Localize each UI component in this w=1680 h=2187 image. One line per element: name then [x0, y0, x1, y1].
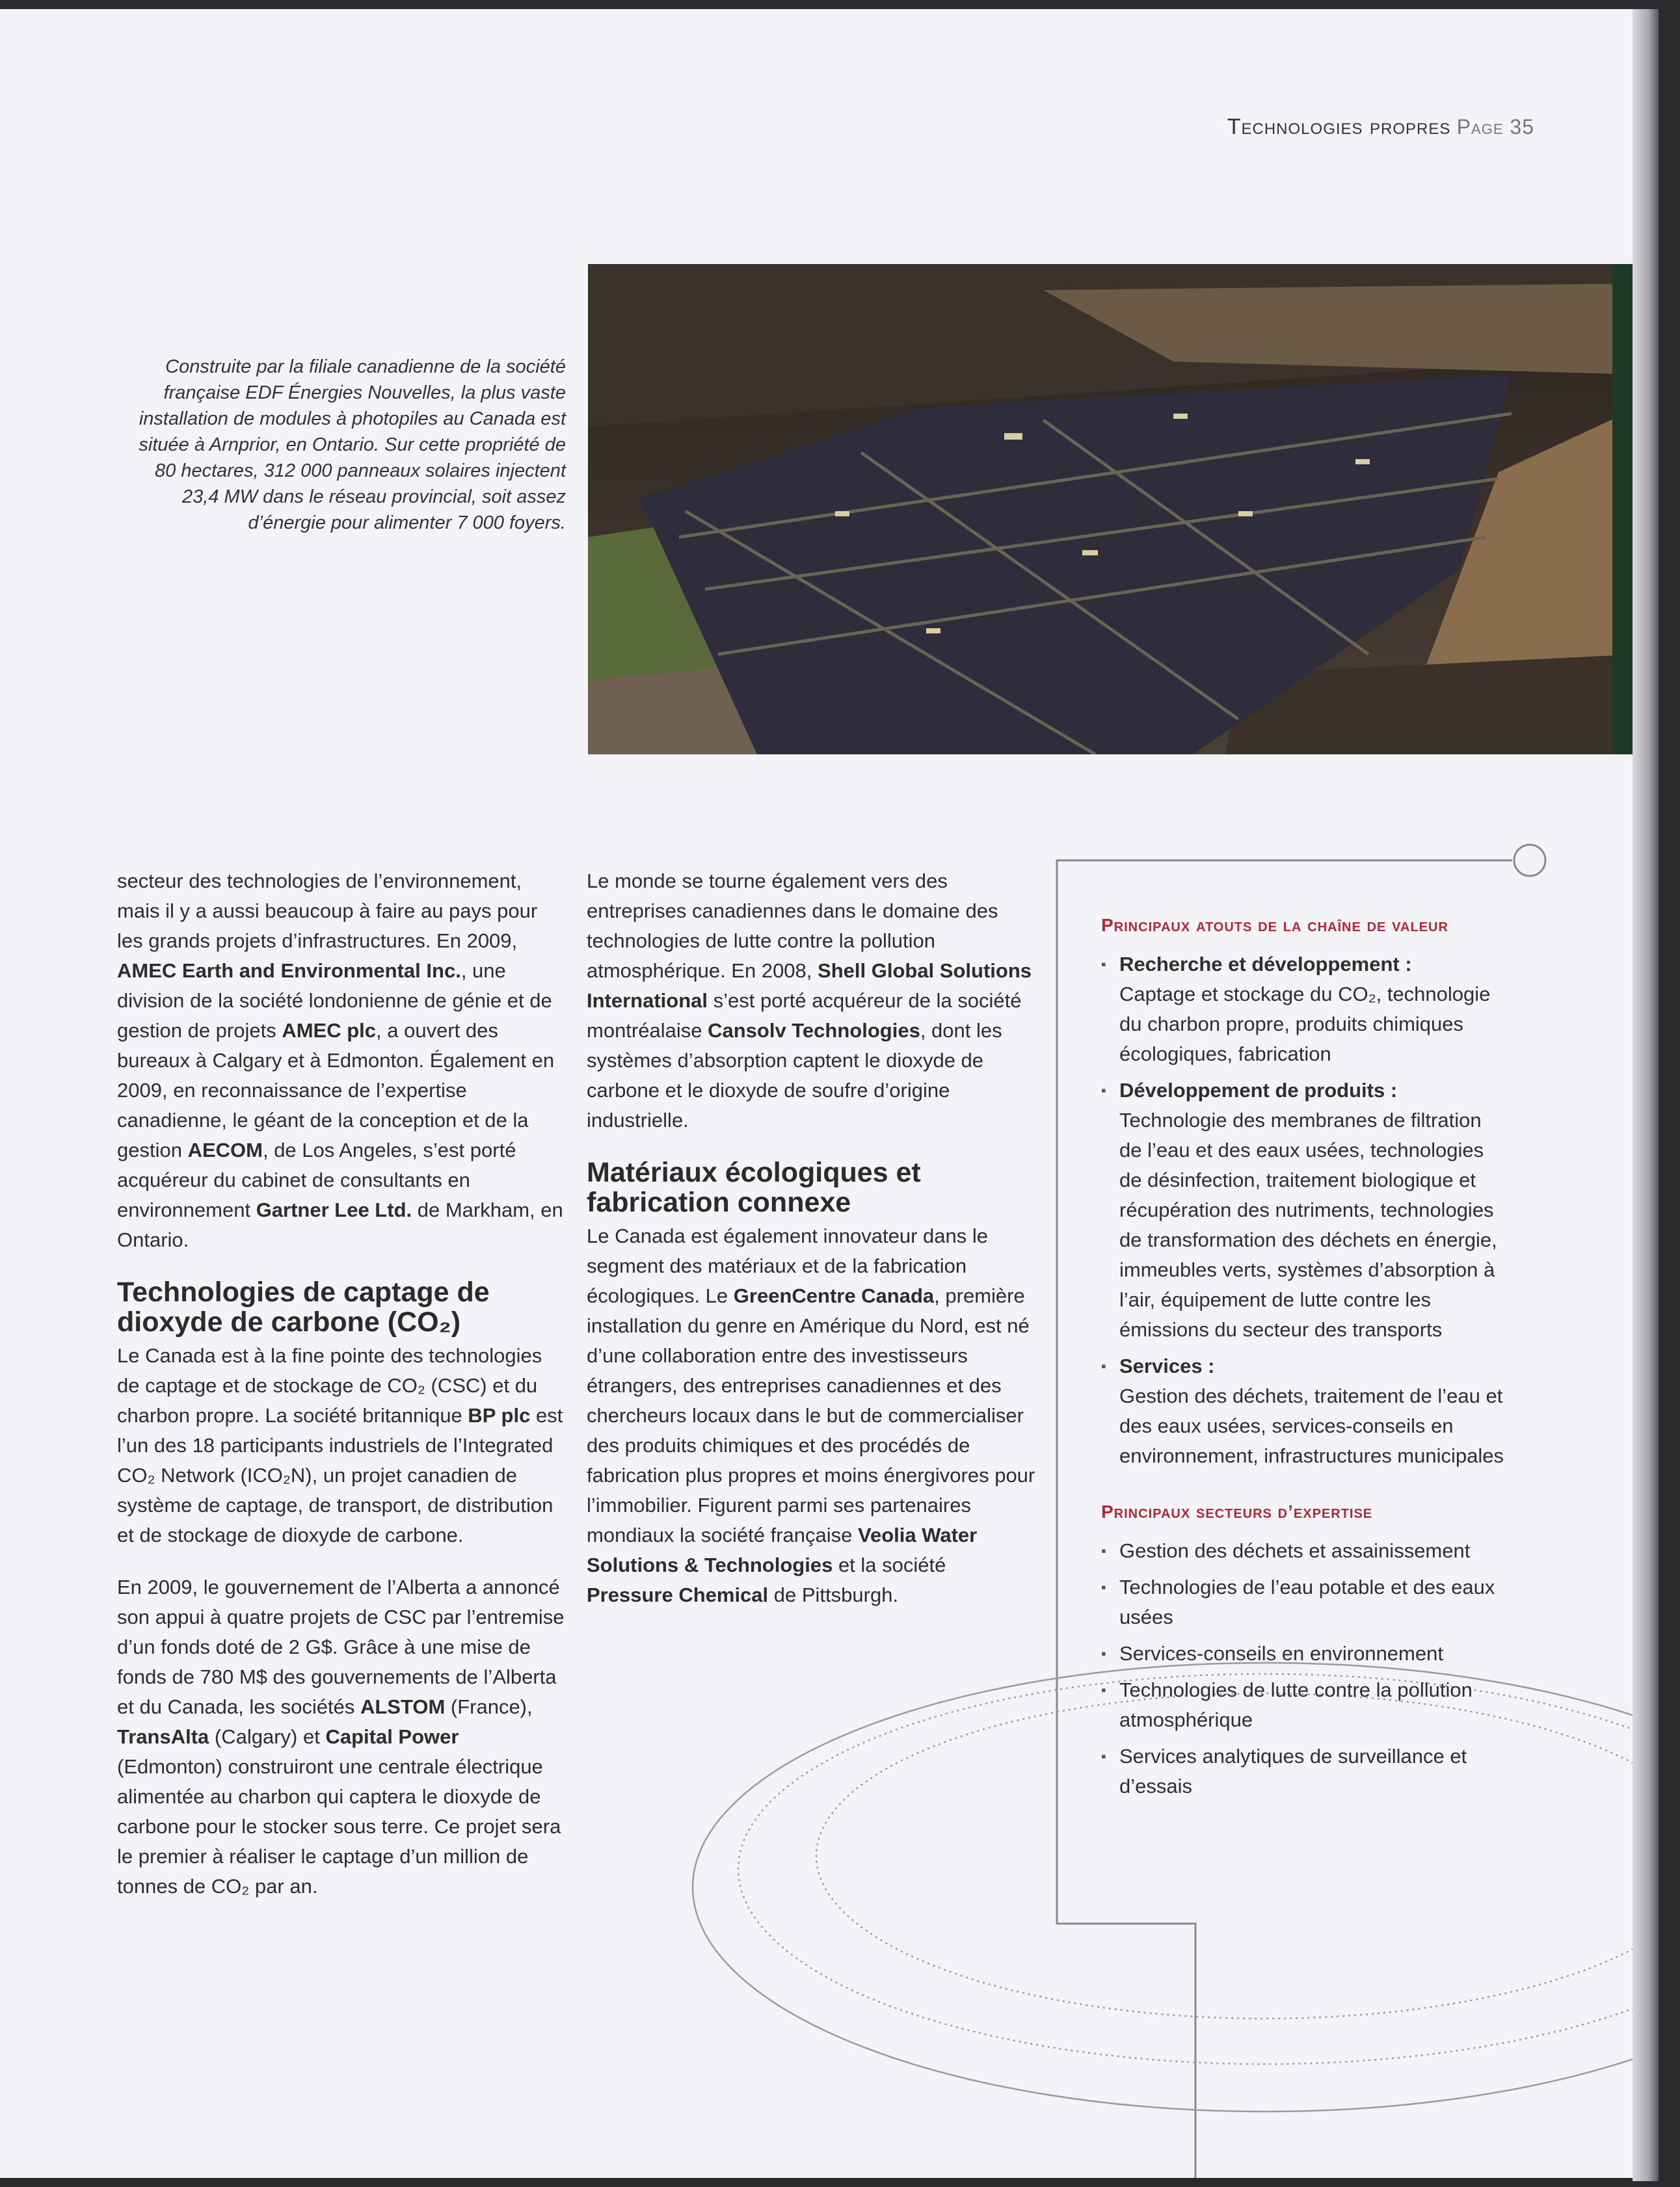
paragraph: Le Canada est à la fine pointe des technologies de captage et de stockage de CO₂ (CSC) et du charbon propre. La société britannique BP plc est l’un des 18 participants industriels de l’Integrated CO₂ Network (ICO₂N), un projet canadien de système de captage, de transport, de distribution et de stockage de dioxyde de carbone.: [117, 1344, 563, 1546]
book-spine-edge: [1633, 9, 1659, 2181]
section-heading: Matériaux écologiques et fabrication connexe: [587, 1157, 921, 1218]
paragraph: Le monde se tourne également vers des entreprises canadiennes dans le domaine des technologies de lutte contre la pollution atmosphérique. En 2008, Shell Global Solutions International s’est porté acquéreur de la société montréalaise Cansolv Technologies, dont les systèmes d’absorption captent le dioxyde de carbone et le dioxyde de soufre d’origine industrielle.: [587, 869, 1032, 1132]
list-item: ▪ Développement de produits : Technologie des membranes de filtration de l’eau et des eaux usées, technologies de désinfection, traitement biologique et récupération des nutriments, technologies de transformation des déchets en énergie, immeubles verts, systèmes d’absorption à l’air, équipement de lutte contre les émissions du secteur des transports: [1101, 1076, 1504, 1345]
sidebar-title: Principaux secteurs d’expertise: [1101, 1502, 1373, 1522]
paragraph: secteur des technologies de l’environnement, mais il y a aussi beaucoup à faire au pays pour les grands projets d’infrastructures. En 2009, AMEC Earth and Environmental Inc., une division de la société londonienne de génie et de gestion de projets AMEC plc, a ouvert des bureaux à Calgary et à Edmonton. Également en 2009, en reconnaissance de l’expertise canadienne, le géant de la conception et de la gestion AECOM, de Los Angeles, s’est porté acquéreur du cabinet de consultants en environnement Gartner Lee Ltd. de Markham, en Ontario.: [117, 869, 563, 1251]
list-item: ▪ Recherche et développement : Captage et stockage du CO₂, technologie du charbon propre, produits chimiques écologiques, fabrication: [1101, 949, 1504, 1069]
paragraph: En 2009, le gouvernement de l’Alberta a annoncé son appui à quatre projets de CSC par l’entremise d’un fonds doté de 2 G$. Grâce à une mise de fonds de 780 M$ des gouvernements de l’Alberta et du Canada, les sociétés ALSTOM (France), TransAlta (Calgary) et Capital Power (Edmonton) construiront une centrale électrique alimentée au charbon qui captera le dioxyde de carbone pour le stocker sous terre. Ce projet sera le premier à réaliser le captage d’un million de tonnes de CO₂ par an.: [117, 1576, 565, 1898]
section-heading: Technologies de captage de dioxyde de carbone (CO₂): [117, 1277, 490, 1338]
expertise-list: [1101, 1536, 1504, 1801]
list-item: ▪ Technologies de lutte contre la pollution atmosphérique: [1101, 1675, 1504, 1735]
list-item: ▪ Services-conseils en environnement: [1101, 1639, 1504, 1669]
list-item: ▪ Services : Gestion des déchets, traitement de l’eau et des eaux usées, services-conseils en environnement, infrastructures municipales: [1101, 1351, 1504, 1471]
photo-caption: Construite par la filiale canadienne de la société française EDF Énergies Nouvelles, la plus vaste installation de modules à photopiles au Canada est située à Arnprior, en Ontario. Sur cette propriété de 80 hectares, 312 000 panneaux solaires injectent 23,4 MW dans le réseau provincial, soit assez d’énergie pour alimenter 7 000 foyers.: [139, 356, 566, 533]
value-chain-sidebar: [1101, 910, 1504, 1808]
paragraph: Le Canada est également innovateur dans le segment des matériaux et de la fabrication écologiques. Le GreenCentre Canada, première installation du genre en Amérique du Nord, est né d’une collaboration entre des investisseurs étrangers, des entreprises canadiennes et des chercheurs locaux dans le but de commercialiser des produits chimiques et des procédés de fabrication plus propres et moins énergivores pour l’immobilier. Figurent parmi ses partenaires mondiaux la société française Veolia Water Solutions & Technologies et la société Pressure Chemical de Pittsburgh.: [587, 1225, 1035, 1606]
page-number: Page 35: [1456, 115, 1534, 139]
list-item: ▪ Services analytiques de surveillance et d’essais: [1101, 1742, 1504, 1801]
list-item: ▪ Technologies de l’eau potable et des eaux usées: [1101, 1572, 1504, 1632]
strengths-list: [1101, 949, 1504, 1471]
header-section: Technologies propres: [1227, 114, 1451, 139]
list-item: ▪ Gestion des déchets et assainissement: [1101, 1536, 1504, 1566]
sidebar-title: Principaux atouts de la chaîne de valeur: [1101, 915, 1448, 935]
document-page: [0, 9, 1655, 2178]
